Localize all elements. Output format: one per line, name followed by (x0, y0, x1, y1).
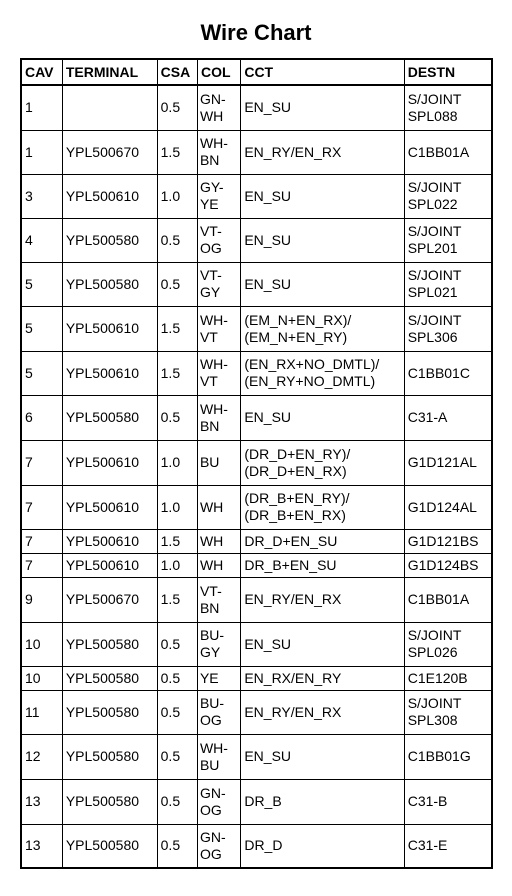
cell-destn: C31-E (404, 824, 492, 868)
cell-col: GN- WH (197, 85, 240, 130)
cell-csa: 0.5 (157, 824, 197, 868)
table-row (21, 734, 492, 779)
cell-cct: EN_RX/EN_RY (241, 666, 404, 690)
table-row (21, 306, 492, 351)
header-destn: DESTN (404, 59, 492, 85)
cell-col: WH (197, 553, 240, 577)
cell-cav: 12 (21, 734, 62, 779)
header-csa: CSA (157, 59, 197, 85)
cell-col: WH (197, 529, 240, 553)
cell-destn: C1BB01A (404, 577, 492, 622)
cell-destn: S/JOINT SPL308 (404, 690, 492, 734)
cell-col: BU- OG (197, 690, 240, 734)
cell-destn: S/JOINT SPL021 (404, 262, 492, 306)
cell-cav: 10 (21, 666, 62, 690)
cell-csa: 0.5 (157, 779, 197, 824)
cell-cct: (EN_RX+NO_DMTL)/ (EN_RY+NO_DMTL) (241, 351, 404, 395)
cell-terminal: YPL500610 (62, 440, 157, 485)
cell-csa: 0.5 (157, 734, 197, 779)
cell-cct: DR_B+EN_SU (241, 553, 404, 577)
cell-col: GN- OG (197, 824, 240, 868)
cell-cct: EN_RY/EN_RX (241, 577, 404, 622)
cell-col: WH- BN (197, 130, 240, 174)
cell-terminal: YPL500670 (62, 577, 157, 622)
cell-csa: 0.5 (157, 218, 197, 262)
cell-cav: 13 (21, 779, 62, 824)
cell-csa: 0.5 (157, 622, 197, 666)
page-title: Wire Chart (200, 20, 312, 45)
cell-csa: 1.0 (157, 440, 197, 485)
cell-csa: 0.5 (157, 666, 197, 690)
cell-destn: G1D124AL (404, 485, 492, 529)
table-row (21, 824, 492, 868)
cell-terminal (62, 85, 157, 130)
cell-csa: 1.5 (157, 351, 197, 395)
cell-terminal: YPL500610 (62, 529, 157, 553)
cell-cct: EN_SU (241, 622, 404, 666)
cell-cav: 7 (21, 553, 62, 577)
cell-csa: 1.5 (157, 306, 197, 351)
cell-cct: EN_RY/EN_RX (241, 130, 404, 174)
cell-col: WH (197, 485, 240, 529)
table-row (21, 440, 492, 485)
cell-csa: 1.0 (157, 553, 197, 577)
cell-terminal: YPL500580 (62, 779, 157, 824)
cell-cct: DR_B (241, 779, 404, 824)
cell-cav: 3 (21, 174, 62, 218)
cell-cav: 4 (21, 218, 62, 262)
cell-terminal: YPL500610 (62, 174, 157, 218)
cell-col: YE (197, 666, 240, 690)
cell-cct: (EM_N+EN_RX)/ (EM_N+EN_RY) (241, 306, 404, 351)
cell-cav: 6 (21, 395, 62, 440)
cell-terminal: YPL500610 (62, 553, 157, 577)
cell-cct: EN_SU (241, 174, 404, 218)
cell-cav: 9 (21, 577, 62, 622)
header-cav: CAV (21, 59, 62, 85)
cell-terminal: YPL500670 (62, 130, 157, 174)
header-terminal: TERMINAL (62, 59, 157, 85)
header-cct: CCT (241, 59, 404, 85)
cell-cav: 7 (21, 440, 62, 485)
cell-cct: EN_SU (241, 85, 404, 130)
cell-destn: C1BB01C (404, 351, 492, 395)
cell-terminal: YPL500610 (62, 485, 157, 529)
cell-cav: 11 (21, 690, 62, 734)
table-row (21, 395, 492, 440)
cell-col: WH- BN (197, 395, 240, 440)
table-body (21, 85, 492, 868)
cell-cct: EN_SU (241, 395, 404, 440)
cell-terminal: YPL500610 (62, 306, 157, 351)
cell-terminal: YPL500580 (62, 622, 157, 666)
cell-cct: DR_D+EN_SU (241, 529, 404, 553)
cell-csa: 0.5 (157, 395, 197, 440)
cell-destn: S/JOINT SPL088 (404, 85, 492, 130)
cell-terminal: YPL500580 (62, 395, 157, 440)
cell-terminal: YPL500580 (62, 666, 157, 690)
cell-destn: S/JOINT SPL026 (404, 622, 492, 666)
table-row (21, 351, 492, 395)
table-row (21, 553, 492, 577)
cell-col: WH- VT (197, 351, 240, 395)
cell-col: VT- BN (197, 577, 240, 622)
table-row (21, 779, 492, 824)
cell-cav: 10 (21, 622, 62, 666)
cell-col: BU (197, 440, 240, 485)
cell-destn: S/JOINT SPL306 (404, 306, 492, 351)
table-row (21, 690, 492, 734)
table-row (21, 174, 492, 218)
cell-csa: 1.5 (157, 130, 197, 174)
cell-destn: G1D124BS (404, 553, 492, 577)
table-row (21, 529, 492, 553)
cell-destn: G1D121BS (404, 529, 492, 553)
cell-terminal: YPL500580 (62, 824, 157, 868)
cell-cct: EN_RY/EN_RX (241, 690, 404, 734)
table-row (21, 666, 492, 690)
table-row (21, 130, 492, 174)
cell-col: GY- YE (197, 174, 240, 218)
cell-csa: 1.0 (157, 174, 197, 218)
cell-cav: 1 (21, 130, 62, 174)
cell-cav: 7 (21, 529, 62, 553)
cell-cav: 7 (21, 485, 62, 529)
table-row (21, 262, 492, 306)
cell-destn: C1BB01G (404, 734, 492, 779)
cell-cav: 5 (21, 262, 62, 306)
cell-col: GN- OG (197, 779, 240, 824)
cell-destn: C31-B (404, 779, 492, 824)
cell-csa: 0.5 (157, 85, 197, 130)
cell-col: BU- GY (197, 622, 240, 666)
cell-csa: 0.5 (157, 690, 197, 734)
cell-col: WH- BU (197, 734, 240, 779)
cell-destn: S/JOINT SPL022 (404, 174, 492, 218)
header-col: COL (197, 59, 240, 85)
cell-csa: 1.0 (157, 485, 197, 529)
cell-cav: 5 (21, 306, 62, 351)
header-row (21, 59, 492, 85)
wire-chart-table (20, 58, 493, 869)
cell-terminal: YPL500610 (62, 351, 157, 395)
cell-cav: 13 (21, 824, 62, 868)
cell-terminal: YPL500580 (62, 262, 157, 306)
cell-csa: 0.5 (157, 262, 197, 306)
cell-col: VT- OG (197, 218, 240, 262)
cell-col: WH- VT (197, 306, 240, 351)
cell-col: VT- GY (197, 262, 240, 306)
table-row (21, 218, 492, 262)
table-row (21, 485, 492, 529)
cell-destn: S/JOINT SPL201 (404, 218, 492, 262)
cell-destn: G1D121AL (404, 440, 492, 485)
cell-destn: C1BB01A (404, 130, 492, 174)
cell-csa: 1.5 (157, 529, 197, 553)
cell-cct: (DR_B+EN_RY)/ (DR_B+EN_RX) (241, 485, 404, 529)
cell-destn: C31-A (404, 395, 492, 440)
cell-cav: 5 (21, 351, 62, 395)
cell-terminal: YPL500580 (62, 218, 157, 262)
cell-cct: EN_SU (241, 218, 404, 262)
cell-cct: EN_SU (241, 262, 404, 306)
cell-cct: EN_SU (241, 734, 404, 779)
cell-cct: DR_D (241, 824, 404, 868)
cell-terminal: YPL500580 (62, 690, 157, 734)
cell-cct: (DR_D+EN_RY)/ (DR_D+EN_RX) (241, 440, 404, 485)
cell-csa: 1.5 (157, 577, 197, 622)
cell-terminal: YPL500580 (62, 734, 157, 779)
table-row (21, 622, 492, 666)
cell-destn: C1E120B (404, 666, 492, 690)
table-row (21, 85, 492, 130)
table-row (21, 577, 492, 622)
cell-cav: 1 (21, 85, 62, 130)
